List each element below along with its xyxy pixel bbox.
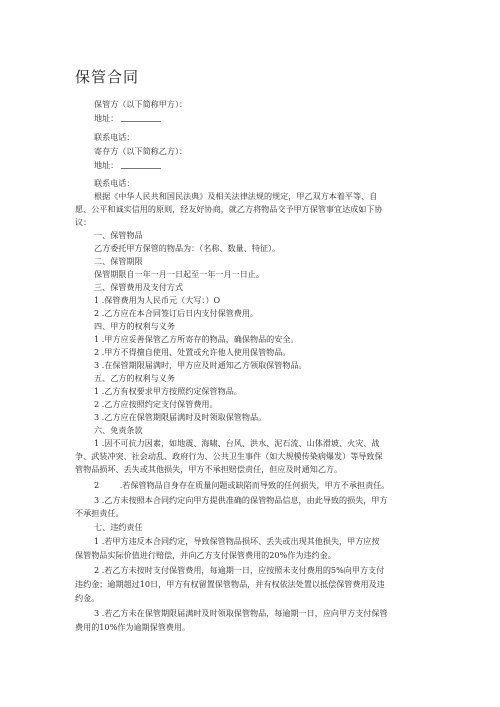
page-title: 保管合同: [75, 68, 140, 86]
text-line: 联系电话：: [94, 132, 135, 142]
fill-blank: [121, 160, 161, 169]
section-heading: 七、违约责任: [94, 522, 143, 532]
text-label: 地址：: [94, 160, 119, 170]
section-heading: 五、乙方的权利与义务: [94, 373, 175, 383]
section-heading: 二、保管期限: [94, 256, 143, 266]
text-line: 保管期限自一年一月一日起至一年一月一日止。: [94, 269, 264, 279]
text-line: 根据《中华人民共和国民法典》及相关法律法规的规定，甲乙双方本着平等、自: [94, 191, 378, 201]
section-heading: 六、免责条款: [94, 425, 143, 435]
text-line: 保管方（以下简称甲方）：: [94, 99, 188, 109]
text-line: 寄存方（以下简称乙方）：: [94, 146, 188, 156]
text-line: 2 .甲方不得擅自使用、处置或允许他人使用保管物品。: [94, 347, 291, 357]
text-line: 1 .保管费用为人民币元（大写：）O: [94, 295, 221, 305]
text-line: 2 .若保管物品自身存在质量问题或缺陷而导致的任何损失，甲方不承担责任。: [94, 480, 390, 490]
text-line: 2 .若乙方未按时支付保管费用，每逾期一日，应按照未支付费用的5%向甲方支付: [94, 565, 385, 575]
text-line: 1 .乙方有权要求甲方按照约定保管物品。: [94, 386, 242, 396]
text-line: 违约金；逾期超过10日，甲方有权留置保管物品，并有权依法处置以抵偿保管费用及违: [75, 579, 385, 589]
text-line: 1 .甲方应妥善保管乙方所寄存的物品，确保物品的安全。: [94, 334, 299, 344]
text-line: 2 .乙方应按照约定支付保管费用。: [94, 399, 218, 409]
text-line: 议：: [75, 217, 92, 227]
text-line: 3 .若乙方未在保管期限届满时及时领取保管物品，每逾期一日，应向甲方支付保管: [94, 608, 388, 618]
text-line: 不承担责任。: [75, 508, 124, 518]
text-line: 1 .若甲方违反本合同约定，导致保管物品损坏、丢失或出现其他损失，甲方应按: [94, 536, 380, 546]
text-line: 3 .乙方应在保管期限届满时及时领取保管物品。: [94, 412, 267, 422]
text-line: 约金。: [75, 593, 100, 603]
address-line: [94, 159, 161, 171]
text-line: 乙方委托甲方保管的物品为：（名称、数量、特征）。: [94, 243, 281, 253]
text-line: 1 .因不可抗力因素，如地震、海啸、台风、洪水、泥石流、山体滑坡、火灾、战: [94, 438, 380, 448]
fill-blank: [121, 113, 161, 122]
section-heading: 一、保管物品: [94, 230, 143, 240]
section-heading: 四、甲方的权利与义务: [94, 321, 175, 331]
text-line: 管物品损坏、丢失或其他损失，甲方不承担赔偿责任，但应及时通知乙方。: [75, 464, 343, 474]
section-heading: 三、保管费用及支付方式: [94, 282, 184, 292]
text-line: 保管物品实际价值进行赔偿，并向乙方支付保管费用的20%作为违约金。: [75, 550, 336, 560]
text-line: 2 .乙方应在本合同签订后日内支付保管费用。: [94, 308, 259, 318]
text-line: 愿、公平和诚实信用的原则，经友好协商，就乙方将物品交予甲方保管事宜达成如下协: [75, 204, 383, 214]
text-line: 争、武装冲突、社会动乱、政府行为、公共卫生事件（如大规模传染病爆发）等导致保: [75, 451, 383, 461]
text-line: 联系电话：: [94, 178, 135, 188]
address-line: [94, 112, 161, 124]
text-line: 3 .在保管期限届满时，甲方应及时通知乙方领取保管物品。: [94, 360, 307, 370]
text-line: 费用的10%作为逾期保管费用。: [75, 622, 191, 632]
text-label: 地址：: [94, 113, 119, 123]
text-line: 3 .乙方未按照本合同约定向甲方提供准确的保管物品信息，由此导致的损失，甲方: [94, 495, 388, 505]
